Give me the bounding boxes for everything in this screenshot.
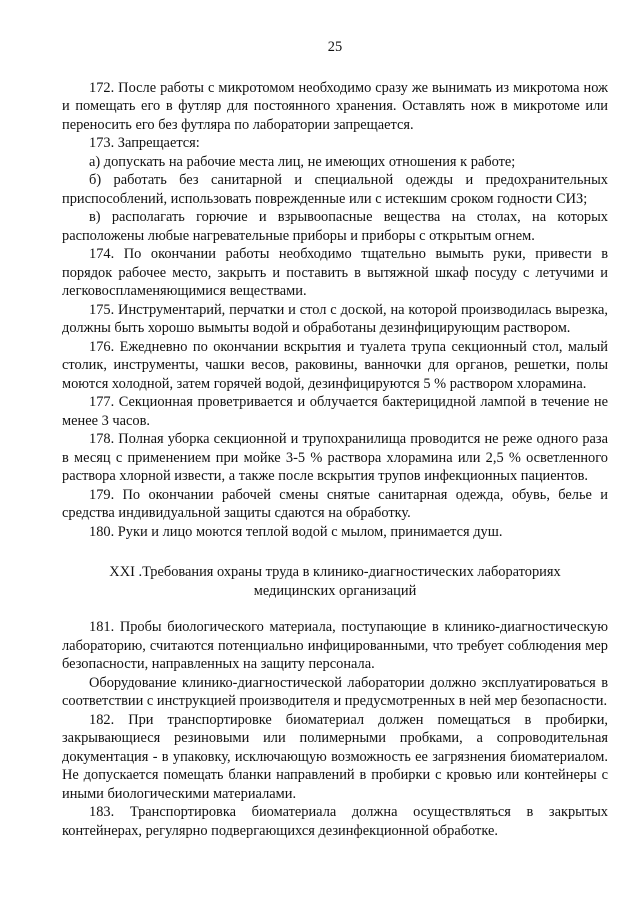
paragraph-181: 181. Пробы биологического материала, поступающие в клинико-диагностическую лабораторию, считаются потенциально инфицированными, что требует соблюдения мер безопасности, направленных на защиту персонала. xyxy=(62,619,608,672)
paragraph-177: 177. Секционная проветривается и облучается бактерицидной лампой в течение не менее 3 часов. xyxy=(62,394,608,429)
section-heading: XXI .Требования охраны труда в клинико-диагностических лабораториях медицинских организаций xyxy=(109,564,561,599)
paragraph-182: 182. При транспортировке биоматериал должен помещаться в пробирки, закрывающиеся резиновыми или полимерными пробками, а сопроводительная документация - в упаковку, исключающую возможность ее загрязнения биоматериалом. Не допускается помещать бланки направлений в пробирки с кровью или контейнеры с иными биологическими материалами. xyxy=(62,711,608,802)
paragraph-181-equipment: Оборудование клинико-диагностической лаборатории должно эксплуатироваться в соответствии с инструкцией производителя и предусмотренных в ней мер безопасности. xyxy=(62,674,608,709)
paragraph-group-before xyxy=(62,79,608,542)
paragraph-173-b: б) работать без санитарной и специальной одежды и предохранительных приспособлений, использовать поврежденные или с истекшим сроком годности СИЗ; xyxy=(62,172,608,207)
paragraph-175: 175. Инструментарий, перчатки и стол с доской, на которой производилась вырезка, должны быть хорошо вымыты водой и обработаны дезинфицирующим раствором. xyxy=(62,301,608,336)
paragraph-group-after xyxy=(62,618,608,840)
paragraph-180: 180. Руки и лицо моются теплой водой с мылом, принимается душ. xyxy=(89,523,503,540)
paragraph-178: 178. Полная уборка секционной и трупохранилища проводится не реже одного раза в месяц с применением при мойке 3-5 % раствора хлорамина или 2,5 % осветленного раствора хлорной извести, а также после вскрытия трупов инфекционных пациентов. xyxy=(62,431,608,484)
paragraph-173-a: а) допускать на рабочие места лиц, не имеющих отношения к работе; xyxy=(89,153,516,170)
paragraph-173: 173. Запрещается: xyxy=(89,135,200,151)
paragraph-183: 183. Транспортировка биоматериала должна осуществляться в закрытых контейнерах, регулярно подвергающихся дезинфекционной обработке. xyxy=(62,804,608,839)
paragraph-173-v: в) располагать горючие и взрывоопасные вещества на столах, на которых расположены любые нагревательные приборы и приборы с открытым огнем. xyxy=(62,209,608,244)
document-page xyxy=(62,38,608,840)
paragraph-179: 179. По окончании рабочей смены снятые санитарная одежда, обувь, белье и средства индивидуальной защиты сдаются на обработку. xyxy=(62,486,608,521)
page-number: 25 xyxy=(327,39,343,55)
paragraph-172: 172. После работы с микротомом необходимо сразу же вынимать из микротома нож и помещать его в футляр для постоянного хранения. Оставлять нож в микротоме или переносить его без футляра по лаборатории запрещается. xyxy=(62,79,608,133)
paragraph-174: 174. По окончании работы необходимо тщательно вымыть руки, привести в порядок рабочее место, закрыть и поставить в вытяжной шкаф посуду с летучими и легковоспламеняющимися веществами. xyxy=(62,246,608,299)
paragraph-176: 176. Ежедневно по окончании вскрытия и туалета трупа секционный стол, малый столик, инструменты, чашки весов, раковины, ванночки для органов, решетки, полы моются холодной, затем горячей водой, дезинфицируются 5 % раствором хлорамина. xyxy=(62,338,608,392)
